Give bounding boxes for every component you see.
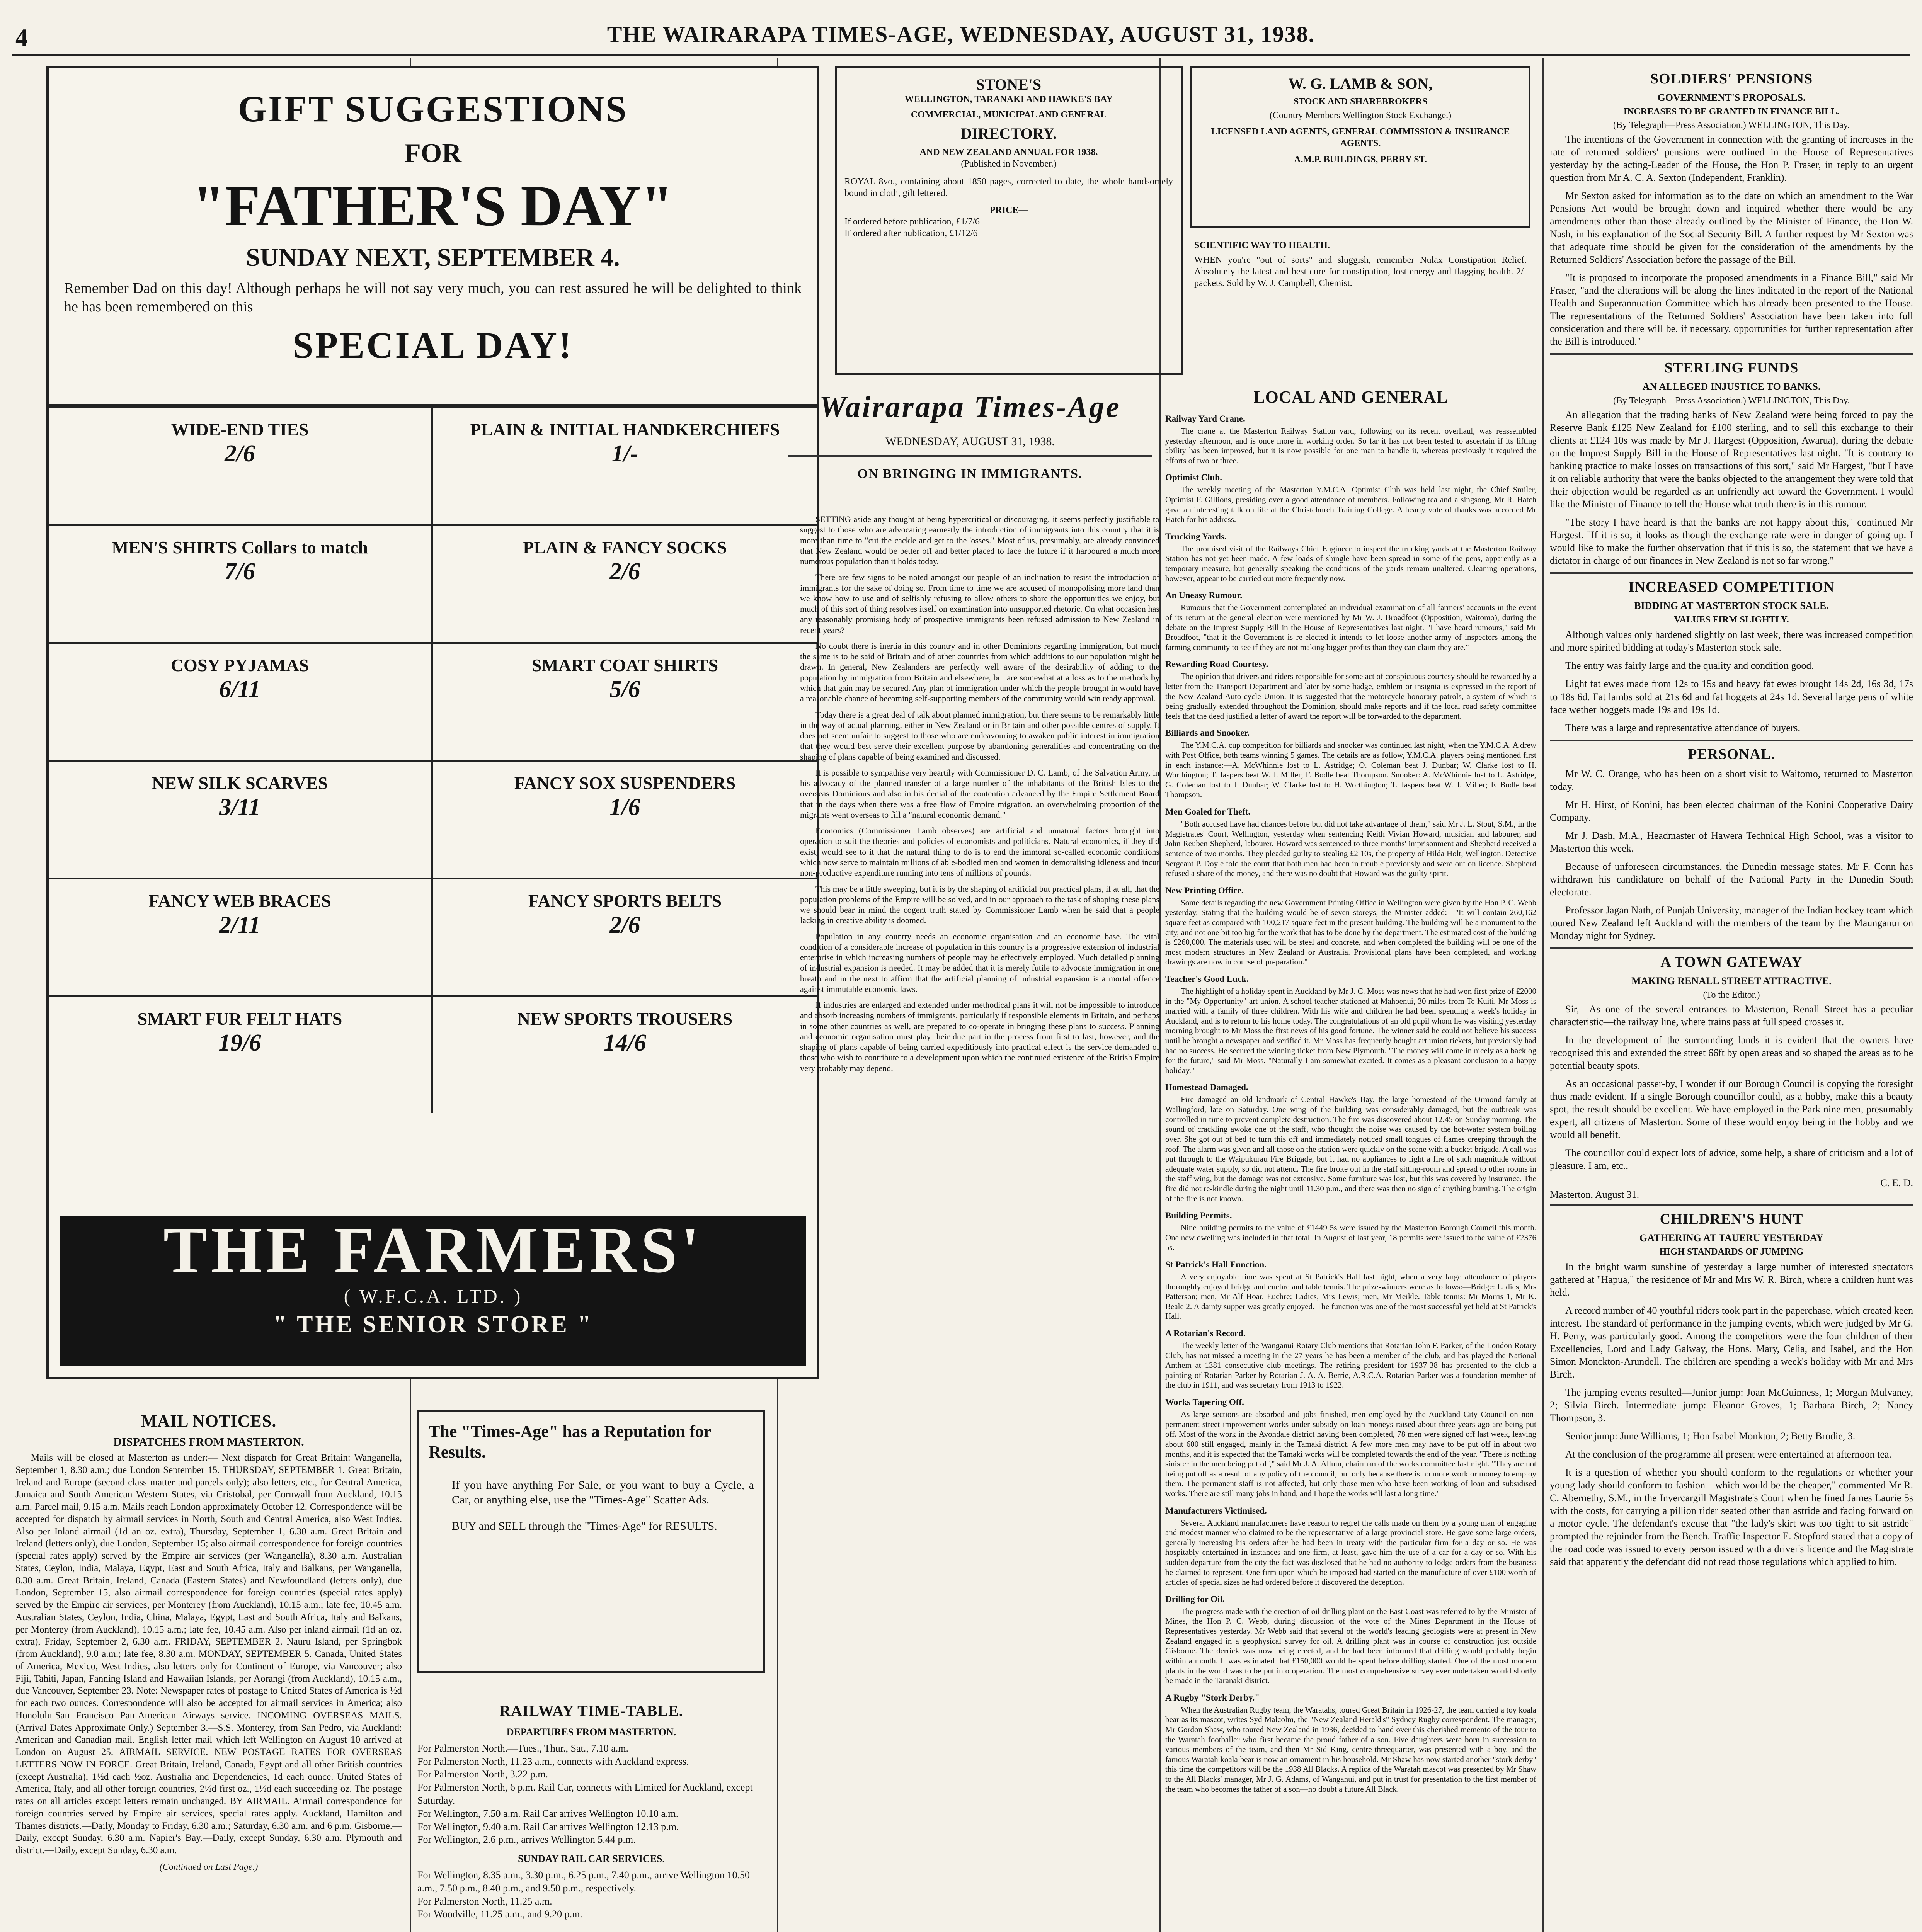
newspaper-nameplate: Wairarapa Times-Age bbox=[819, 390, 1121, 423]
sterling-byline: (By Telegraph—Press Association.) WELLINGTON, This Day. bbox=[1613, 396, 1850, 406]
local-news-heading: Homestead Damaged. bbox=[1165, 1082, 1248, 1092]
store-name: THE FARMERS' bbox=[163, 1214, 703, 1286]
editorial-paragraph: It is possible to sympathise very heartily with Commissioner D. C. Lamb, of the Salvation Army, in his advocacy of the planned transfer of a large number of the inhabitants of the British Isles to the overseas Dominions and also in his denial of the contention advanced by the Empire Settlement Board that in the days when there was a free flow of Empire migration, an overwhelming proportion of the migrants went overseas to fill a "natural economic demand." bbox=[800, 767, 1159, 820]
railway-title: RAILWAY TIME-TABLE. bbox=[499, 1702, 683, 1719]
mail-body: Mails will be closed at Masterton as under:— Next dispatch for Great Britain: Wanganella, September 1, 8.30 a.m.; due London September 15. THURSDAY, SEPTEMBER 1. Great Britain, Ireland and Europe (second-class matter and parcels only); also letters, etc., for Central America, Jamaica and South American Western States, via Cristobal, per Cornwall from Auckland, 10.15 a.m. Parcel mail, 9.15 a.m. Mails reach London approximately October 12. Correspondence will be accepted for dispatch by airmail services in North, South and Central America, also West Indies. Also per Inland airmail (1d an oz. extra), Thursday, September 1, 6.30 a.m. Great Britain and Ireland (letters only), due London, September 15; also airmail correspondence for foreign countries (special rates apply) served by the Empire air services (per Wanganella), 8.30 a.m. Australian States, Ceylon, India, Malaya, Egypt, East and South Africa, Italy and Balkans, per Wanganella, 8.30 a.m. Great Britain, Ireland, Canada (Eastern States) and Newfoundland (letters only), due London, September 15, also airmail correspondence for foreign countries (special rates apply) served by the Empire air services, per Monterey (from Auckland), 10.15 a.m.; late fee, 10.45 a.m. Australian States, Ceylon, India, China, Malaya, Egypt, East and South Africa, Italy and Balkans, per Monterey (from Auckland), 10.15 a.m.; late fee, 10.45 a.m. Also per inland airmail (1d an oz. extra), Friday, September 2, 6.30 a.m. FRIDAY, SEPTEMBER 2. Nauru Island, per Springbok (from Auckland), 9.0 a.m.; late fee, 8.30 a.m. MONDAY, SEPTEMBER 5. Canada, United States of America, Mexico, West Indies, also letters only for Continent of Europe, via Vancouver; also Fiji, Tahiti, Japan, Fanning Island and Hawaiian Islands, per Aorangi (from Auckland), 10.15 a.m., due Vancouver, September 23. Note: Newspaper rates of postage to United States of America is ½d for each two ounces. Correspondence will also be accepted for airmail services in America; also Honolulu-San Francisco Pan-American Airways service. INCOMING OVERSEAS MAILS. (Arrival Dates Approximate Only.) September 3.—S.S. Monterey, from San Pedro, via Auckland: American and Canadian mail. English letter mail which left Wellington on August 10 arrived at London on August 25. AIRMAIL SERVICE. NEW POSTAGE RATES FOR OVERSEAS LETTERS NOW IN FORCE. Great Britain, Ireland, Canada, Egypt and all other British countries (except Australia), 1½d each ½oz. Australia and Dependencies, 1d each ounce. United States of America, Italy, and all other foreign countries, 2½d first oz., 1½d each succeeding oz. The postage rates on all articles except letters remain unchanged. BY AIRMAIL. Airmail correspondence for foreign countries served by Empire air services, special rates apply. Auckland, Hamilton and Thames districts.—Daily, Monday to Friday, 6.30 a.m.; Saturday, 6.30 a.m. and 6 p.m. Gisborne.—Daily, except Sunday, 6.30 a.m. Napier's Bay.—Daily, except Sunday, 6.30 a.m. Plymouth and district.—Daily, except Sunday, 6.30 a.m. bbox=[15, 1452, 402, 1855]
local-news-paragraph: The highlight of a holiday spent in Auckland by Mr J. C. Moss was news that he had won first prize of £2000 in the "My Opportunity" art union. A school teacher stationed at Mahoenui, 30 miles from Te Kuiti, Mr Moss is married with a family of three children. With his wife and children he had been spending a week's holiday in Auckland, and is to return to his home today. The congratulations of an old pupil whom he was visiting yesterday morning brought to Mr Moss the first news of his good fortune. The winner said he could not believe his success until he brought a newspaper and verified it. Mr Moss has frequently bought art union tickets, but previously had had no success. He secured the winning ticket from New Plymouth. "The money will come in nicely as a backlog for the future," said Mr Moss. "Naturally I am somewhat excited. It comes as a pleasant conclusion to a happy holiday." bbox=[1165, 986, 1536, 1075]
fathers-day-advertisement bbox=[46, 66, 819, 1379]
local-news-paragraph: Rumours that the Government contemplated an individual examination of all farmers' accounts in the event of its return at the general election were mentioned by Mr W. J. Broadfoot (Opposition, Waitomo), during the debate on the Imprest Supply Bill in the House of Representatives last night. "I have heard rumours," said Mr Broadfoot, "that if the Government is re-elected it intends to let loose another army of inspectors among the farming community to see if they are not making bigger profits than they can claim they are." bbox=[1165, 603, 1536, 652]
stones-body: ROYAL 8vo., containing about 1850 pages, corrected to date, the whole handsomely bound in cloth, gilt lettered. bbox=[844, 177, 1173, 198]
local-news-paragraph: As large sections are absorbed and jobs finished, men employed by the Auckland City Council on non-permanent street improvement works under subsidy on loan moneys raised about three years ago are being put off. Most of the work in the Avondale district having been completed, 78 men were signed off last week, leaving about 600 still engaged, mainly in the Tamaki district. A few more men may have to be put off in about two months, and it is expected that the Tamaki works will be completed towards the end of the year. "There is nothing sinister in the men being put off," said Mr J. A. Allum, chairman of the works committee last night. "They are not being put off as a result of any policy of the council, but only because there is no more work or money to employ them. The permanent staff is not affected, but only those men who have been working of loan and subsidised works. There are still many jobs in hand, and I hope the works will last a long time." bbox=[1165, 1410, 1536, 1498]
local-news-heading: Men Goaled for Theft. bbox=[1165, 807, 1251, 817]
gift-items-grid bbox=[49, 404, 817, 1113]
nulax-title: SCIENTIFIC WAY TO HEALTH. bbox=[1194, 240, 1330, 250]
local-news-heading: Drilling for Oil. bbox=[1165, 1594, 1225, 1604]
local-news-paragraph: Some details regarding the new Government Printing Office in Wellington were given by the Hon P. C. Webb yesterday. Stating that the building would be of seven storeys, the Minister added:—"It will contain 260,162 square feet as compared with 100,217 square feet in the present building. The building will be a monument to the city, and not one bit too big for the work that has to be done by the department. The estimated cost of the building is £260,000. The materials used will be steel and concrete, and when completed the building will be one of the most modern structures in New Zealand or Australia. Provisional plans have been completed, and working drawings are now in course of preparation." bbox=[1165, 898, 1536, 967]
farmers-store-banner bbox=[60, 1216, 806, 1366]
gift-ad-special-day: SPECIAL DAY! bbox=[293, 325, 573, 366]
gift-item: FANCY WEB BRACES 2/11 bbox=[49, 878, 433, 995]
editorial-paragraph: There are few signs to be noted amongst our people of an inclination to resist the introduction of immigrants for the sake of doing so. From time to time we are accused of monopolising more land than we know how to use and of selfishly refusing to allow others to share the opportunities we enjoy, but much of this sort of thing resolves itself on examination into unsupported rhetoric. On what occasion has any reasonably promising body of prospective immigrants been refused admission to New Zealand in recent years? bbox=[800, 572, 1159, 635]
gift-ad-intro: Remember Dad on this day! Although perhaps he will not say very much, you can rest assured he will be delighted to think he has been remembered on this bbox=[64, 280, 802, 315]
local-news-heading: Building Permits. bbox=[1165, 1211, 1232, 1221]
sterling-kicker: AN ALLEGED INJUSTICE TO BANKS. bbox=[1642, 381, 1821, 393]
store-company: ( W.F.C.A. LTD. ) bbox=[344, 1285, 523, 1307]
sunday-line: For Woodville, 11.25 a.m., and 9.20 p.m. bbox=[417, 1908, 582, 1920]
editorial-paragraph: SETTING aside any thought of being hypercritical or discouraging, it seems perfectly justifiable to suggest to those who are advocating earnestly the introduction of immigrants into this country that it is more than time to "cut the cackle and get to the 'osses." Most of us, presumably, are already convinced that New Zealand would be better off and better placed to face the future if it harboured a much more numerous population than it holds today. bbox=[800, 514, 1159, 566]
mail-notices-column bbox=[15, 1406, 402, 1932]
gift-ad-fathers-day: "FATHER'S DAY" bbox=[192, 174, 673, 238]
hunt-title: CHILDREN'S HUNT bbox=[1660, 1211, 1803, 1227]
local-news-heading: Rewarding Road Courtesy. bbox=[1165, 659, 1268, 669]
hunt-sub: HIGH STANDARDS OF JUMPING bbox=[1659, 1247, 1804, 1257]
local-news-heading: Manufacturers Victimised. bbox=[1165, 1505, 1267, 1515]
local-news-paragraph: The weekly letter of the Wanganui Rotary Club mentions that Rotarian John F. Parker, of the London Rotary Club, has not missed a meeting in the 27 years he has been a member of the club, and has played the National Anthem at 1381 consecutive club meetings. The retiring president for 1937-38 has presented to the club a painting of Rotarian Parker by Rotarian J. A. A. Berrie, A.R.C.A. Rotarian Parker was a foundation member of the club in 1911, and was secretary from 1913 to 1922. bbox=[1165, 1341, 1536, 1390]
railway-subtitle: DEPARTURES FROM MASTERTON. bbox=[506, 1726, 676, 1738]
personal-paragraph: Because of unforeseen circumstances, the Dunedin message states, Mr F. Conn has withdrawn his candidature on behalf of the National Party in the Dunedin South electorate. bbox=[1550, 861, 1913, 898]
gift-item: FANCY SPORTS BELTS 2/6 bbox=[433, 878, 817, 995]
stones-title: STONE'S bbox=[976, 76, 1042, 93]
section-rule bbox=[1550, 947, 1913, 949]
hunt-paragraph: A record number of 40 youthful riders took part in the paperchase, which created keen interest. The standard of performance in the jumping events, which were judged by Mr G. H. Perry, was particularly good. Among the competitors were the four children of their Excellencies, Lord and Lady Galway, the Hons. Mary, Celia, and Isabel, and the Hon Simon Monckton-Arundell. The children are spending a week's holiday with Mr and Mrs Birch. bbox=[1550, 1304, 1913, 1380]
railway-line: For Palmerston North, 11.23 a.m., connects with Auckland express. bbox=[417, 1755, 689, 1767]
sunday-services-title: SUNDAY RAIL CAR SERVICES. bbox=[518, 1853, 665, 1865]
personal-paragraph: Mr W. C. Orange, who has been on a short visit to Waitomo, returned to Masterton today. bbox=[1550, 768, 1913, 792]
hunt-paragraph: It is a question of whether you should conform to the regulations or whether your young lady should conform to fashion—which would be the cheaper," commented Mr R. C. Abernethy, S.M., in the Invercargill Magistrate's Court when he fined James Laurie 5s with the costs, for carrying a pillion rider seated other than astride and facing forward on a motor cycle. The defendant's excuse that "the lady's skirt was too tight to sit astride" prompted the rejoinder from the Bench. Traffic Inspector E. Stopford stated that a copy of the road code was issued to every person issued with a driver's licence and the Magistrate said that apparently the defendant did not read those regulations which applied to him. bbox=[1550, 1467, 1913, 1568]
mail-title: MAIL NOTICES. bbox=[141, 1412, 277, 1430]
sterling-paragraph: "The story I have heard is that the banks are not happy about this," continued Mr Hargest. "If it is so, it looks as though the exchange rate were in danger of going up. I would like to make the further observation that if this is so, the statement that we have a dictator in charge of our finances in New Zealand is not so far wrong." bbox=[1550, 517, 1913, 566]
local-news-heading: New Printing Office. bbox=[1165, 885, 1244, 895]
lamb-sub2: (Country Members Wellington Stock Exchange.) bbox=[1269, 111, 1452, 121]
local-news-heading: St Patrick's Hall Function. bbox=[1165, 1260, 1267, 1269]
local-news-heading: A Rugby "Stork Derby." bbox=[1165, 1692, 1260, 1702]
gift-item: WIDE-END TIES 2/6 bbox=[49, 406, 433, 524]
header-rule bbox=[12, 54, 1910, 56]
editorial-date: WEDNESDAY, AUGUST 31, 1938. bbox=[885, 435, 1055, 448]
results-title: The "Times-Age" has a Reputation for Results. bbox=[429, 1422, 711, 1461]
gift-item: PLAIN & INITIAL HANDKERCHIEFS 1/- bbox=[433, 406, 817, 524]
local-news-heading: Teacher's Good Luck. bbox=[1165, 974, 1249, 984]
gateway-place: Masterton, August 31. bbox=[1550, 1189, 1639, 1200]
local-news-paragraph: The opinion that drivers and riders responsible for some act of conspicuous courtesy should be rewarded by a letter from the Transport Department and later by some badge, emblem or insignia is expressed in the report of the New Zealand Auto-cycle Union. It is suggested that the motorcycle honorary patrols, a system of which is being gradually extended throughout the Dominion, should make reports and if the local road safety committee feels that the deed justified a letter of award the report will be forwarded to the department. bbox=[1165, 672, 1536, 721]
editorial-paragraph: No doubt there is inertia in this country and in other Dominions regarding immigration, but much the same is to be said of Britain and of other countries from which additions to our population might be drawn. In general, New Zealanders are perfectly well aware of the desirability of adding to the population by immigration from Britain and elsewhere, but are somewhat at a loss as to the methods by which that gain may be secured. Any plan of immigration under which the people brought in would have a reasonable chance of becoming self-supporting members of the community would win ready approval. bbox=[800, 641, 1159, 704]
local-news-heading: Works Tapering Off. bbox=[1165, 1397, 1244, 1407]
gift-item: SMART COAT SHIRTS 5/6 bbox=[433, 642, 817, 760]
local-news-heading: An Uneasy Rumour. bbox=[1165, 590, 1243, 600]
stones-sub2: COMMERCIAL, MUNICIPAL AND GENERAL bbox=[911, 110, 1107, 120]
stones-price2: If ordered after publication, £1/12/6 bbox=[844, 228, 978, 238]
stones-sub1: WELLINGTON, TARANAKI AND HAWKE'S BAY bbox=[904, 94, 1113, 104]
local-news-paragraph: The Y.M.C.A. cup competition for billiards and snooker was continued last night, when the Y.M.C.A. A drew with Post Office, both teams winning 5 games. The details are as follow, Y.M.C.A. players being mentioned first in each instance:—A. McWhinnie lost to L. Astridge; O. Coleman beat J. Dunbar; W. Clarke lost to H. Worthington; T. Jaspers beat W. J. Miller; F. Bodle beat Thompson. Snooker: A. McWhinnie lost to L. Astridge, G. Coleman lost to J. Dunbar; W. Clarke lost to H. Worthington; T. Jaspers beat W. J. Miller; F. Bodle beat Thompson. bbox=[1165, 740, 1536, 799]
local-news-paragraph: When the Australian Rugby team, the Waratahs, toured Great Britain in 1926-27, the team carried a toy koala bear as its mascot, writes Syd Malcolm, the "New Zealand Herald's" Sydney Rugby correspondent. The manager, Mr Gordon Shaw, who toured New Zealand in 1936, decided to hand over this cherished memento of the tour to the Waratah footballer who first became the proud father of a son. Five daughters were born in succession to various members of the team, and then Mr Sid King, centre-threequarter, was presented with a boy, and the famous Waratah koala bear is now an ornament in his household. Mr Shaw has now started another "stork derby" this time the competitors will be the 1938 All Blacks. A replica of the Waratah mascot was presented by Mr Shaw to the All Blacks' manager, Mr J. G. Adams, of Wanganui, and put in trust for presentation to the first member of the team who becomes the father of a son—no doubt a future All Black. bbox=[1165, 1705, 1536, 1794]
competition-paragraph: Although values only hardened slightly on last week, there was increased competition and more spirited bidding at today's Masterton stock sale. bbox=[1550, 629, 1913, 653]
results-advertisement bbox=[417, 1410, 765, 1673]
gateway-paragraph: Sir,—As one of the several entrances to Masterton, Renall Street has a peculiar characteristic—the railway line, where trains pass at full speed crosses it. bbox=[1550, 1003, 1913, 1027]
results-body: If you have anything For Sale, or you want to buy a Cycle, a Car, or anything else, use the "Times-Age" Scatter Ads. bbox=[452, 1478, 754, 1506]
soldiers-paragraph: Mr Sexton asked for information as to the date on which an amendment to the War Pensions Act would be brought down and inquired whether there would be any amendments other than those already outlined by the Minister of Finance, the Hon W. Nash, in his explanation of the Social Security Bill. A further request by Mr Sexton was that adequate time should be given for the consideration of the amendments by the Returned Soldiers' Association before the passage of the Bill. bbox=[1550, 190, 1913, 265]
section-rule bbox=[1550, 1204, 1913, 1206]
soldiers-kicker: GOVERNMENT'S PROPOSALS. bbox=[1657, 92, 1806, 103]
sunday-line: For Wellington, 8.35 a.m., 3.30 p.m., 6.25 p.m., 7.40 p.m., arrive Wellington 10.50 a.m., 7.50 p.m., 8.40 p.m., and 9.50 p.m., respectively. bbox=[417, 1869, 750, 1894]
section-rule bbox=[1550, 740, 1913, 741]
sunday-line: For Palmerston North, 11.25 a.m. bbox=[417, 1895, 552, 1907]
gift-item: MEN'S SHIRTS Collars to match 7/6 bbox=[49, 524, 433, 642]
hunt-paragraph: The jumping events resulted—Junior jump: Joan McGuinness, 1; Morgan Mulvaney, 2; Silvia Birch. Intermediate jump: Eleanor Groves, 1; Barbara Birch, 2; Nancy Thompson, 3. bbox=[1550, 1387, 1913, 1424]
railway-line: For Wellington, 7.50 a.m. Rail Car arrives Wellington 10.10 a.m. bbox=[417, 1808, 679, 1819]
competition-kicker: BIDDING AT MASTERTON STOCK SALE. bbox=[1634, 600, 1829, 612]
store-tagline: " THE SENIOR STORE " bbox=[273, 1311, 593, 1338]
page-masthead: THE WAIRARAPA TIMES-AGE, WEDNESDAY, AUGUST 31, 1938. bbox=[607, 22, 1315, 47]
local-news-paragraph: The progress made with the erection of oil drilling plant on the East Coast was referred to by the Minister of Mines, the Hon P. C. Webb, during discussion of the vote of the Mines Department in the House of Representatives yesterday. Mr Webb said that several of the world's leading geologists were at present in New Zealand engaged in a geophysical survey for oil. A drilling plant was in course of construction just outside Gisborne. The derrick was now being erected, and he had been informed that drilling would probably begin within a month. It was estimated that £150,000 would be spent before drilling started. One of the most modern plants in the world was to be put into operation. The most comprehensive survey ever undertaken would shortly be made in the Taranaki district. bbox=[1165, 1606, 1536, 1685]
gift-ad-date: SUNDAY NEXT, SEPTEMBER 4. bbox=[246, 243, 620, 272]
hunt-paragraph: In the bright warm sunshine of yesterday a large number of interested spectators gathered at "Hapua," the residence of Mr and Mrs W. R. Birch, where a children hunt was held. bbox=[1550, 1261, 1913, 1298]
gift-item: PLAIN & FANCY SOCKS 2/6 bbox=[433, 524, 817, 642]
editorial-rule bbox=[788, 455, 1152, 457]
hunt-paragraph: Senior jump: June Williams, 1; Hon Isabel Monkton, 2; Betty Brodie, 3. bbox=[1565, 1430, 1856, 1442]
editorial-paragraph: If industries are enlarged and extended under methodical plans it will not be impossible to introduce and absorb increasing numbers of immigrants, particularly if responsible elements in Britain, and perhaps in some other countries as well, are prepared to co-operate in bringing these plans to success. Planning and economic organisation must play their due part in the process from first to last, however, and the shaping of plans capable of being carried expeditiously into practical effect is the service demanded of those who wish to contribute to a development upon which the continued existence of the British Empire very probably may depend. bbox=[800, 1000, 1159, 1073]
nulax-advertisement bbox=[1190, 236, 1530, 375]
local-news-heading: Optimist Club. bbox=[1165, 473, 1222, 483]
local-news-heading: Trucking Yards. bbox=[1165, 531, 1227, 541]
local-news-heading: A Rotarian's Record. bbox=[1165, 1328, 1246, 1338]
local-general-news bbox=[1165, 383, 1536, 1932]
right-side-columns bbox=[1550, 66, 1913, 1932]
local-news-paragraph: The promised visit of the Railways Chief Engineer to inspect the trucking yards at the Masterton Railway Station has not yet been made. A few loads of shingle have been spread in some of the pens, apparently as a temporary measure, but generally speaking the conditions of the yards remain unaltered. Cleaning operations, however, appear to be carried out more frequently now. bbox=[1165, 544, 1536, 583]
section-rule bbox=[1550, 572, 1913, 574]
gift-item: SMART FUR FELT HATS 19/6 bbox=[49, 995, 433, 1113]
soldiers-paragraph: The intentions of the Government in connection with the granting of increases in the rate of returned soldiers' pensions were outlined in the House of Representatives yesterday by the acting-Leader of the House, the Hon P. Fraser, in reply to an urgent question from Mr A. C. A. Sexton (Independent, Franklin). bbox=[1550, 134, 1913, 184]
competition-paragraph: The entry was fairly large and the quality and condition good. bbox=[1565, 660, 1814, 672]
railway-line: For Wellington, 9.40 a.m. Rail Car arrives Wellington 12.13 p.m. bbox=[417, 1821, 679, 1832]
lamb-sub4: A.M.P. BUILDINGS, PERRY ST. bbox=[1294, 155, 1427, 165]
stones-directory-ad bbox=[835, 66, 1183, 375]
lamb-sub3: LICENSED LAND AGENTS, GENERAL COMMISSION & INSURANCE AGENTS. bbox=[1211, 127, 1510, 148]
local-news-paragraph: The weekly meeting of the Masterton Y.M.C.A. Optimist Club was held last night, the Chief Smiler, Optimist F. Gillions, presiding over a good attendance of members. Following tea and a singsong, Mr R. Hatch gave an interesting talk on life at the Christchurch Training College. A hearty vote of thanks was accorded Mr Hatch for his address. bbox=[1165, 485, 1536, 524]
gift-ad-title: GIFT SUGGESTIONS bbox=[238, 88, 628, 129]
local-news-paragraph: A very enjoyable time was spent at St Patrick's Hall last night, when a very large attendance of players thoroughly enjoyed bridge and euchre and table tennis. The prize-winners were as follows:—Bridge: Ladies, Mrs Patterson; men, Mr Alf Hoar. Euchre: Ladies, Mrs Lewis; men, Mr Meikle. Table tennis: Mr Morris 1, Mr K. Beale 2. A dainty supper was greatly enjoyed. The function was one of the most successful yet held at St Patrick's Hall. bbox=[1165, 1272, 1536, 1321]
stones-price1: If ordered before publication, £1/7/6 bbox=[844, 217, 980, 227]
railway-timetable bbox=[417, 1696, 765, 1932]
mail-continued: (Continued on Last Page.) bbox=[159, 1862, 258, 1872]
nulax-body: WHEN you're "out of sorts" and sluggish, remember Nulax Constipation Relief. Absolutely the latest and best cure for constipation, lost energy and flagging health. 2/- packets. Sold by W. J. Campbell, Chemist. bbox=[1194, 255, 1527, 288]
competition-sub: VALUES FIRM SLIGHTLY. bbox=[1674, 615, 1789, 625]
local-news-paragraph: Fire damaged an old landmark of Central Hawke's Bay, the large homestead of the Ormond family at Wallingford, late on Saturday. One wing of the building was considerably damaged, but the outbreak was controlled in time to prevent complete destruction. The fire was discovered about 12.45 on Sunday morning. The sound of crackling awoke one of the staff, who thought the noise was caused by the hot-water system boiling over. She got out of bed to turn this off and immediately noticed small tongues of flames creeping through the roof. The alarm was given and all those on the station were quickly on the scene with a bucket brigade. A call was put through to the Waipukurau Fire Brigade, but it had no appliances to fight a fire of such magnitude without adequate water supply, so did not attend. The fire broke out in the staff sitting-room and spread to other rooms in the staff wing, but the damage was not extensive. Some furniture was lost, but this was covered by insurance. The fire did not re-kindle during the night until 11.30 p.m., and there was then no sign of anything burning. The origin of the fire is not known. bbox=[1165, 1095, 1536, 1203]
gift-item: COSY PYJAMAS 6/11 bbox=[49, 642, 433, 760]
lamb-title: W. G. LAMB & SON, bbox=[1288, 75, 1433, 92]
competition-title: INCREASED COMPETITION bbox=[1628, 579, 1835, 595]
editorial-body bbox=[800, 514, 1159, 1932]
personal-title: PERSONAL. bbox=[1688, 746, 1775, 762]
soldiers-sub: INCREASES TO BE GRANTED IN FINANCE BILL. bbox=[1623, 107, 1840, 117]
railway-line: For Palmerston North.—Tues., Thur., Sat., 7.10 a.m. bbox=[417, 1742, 629, 1754]
local-general-title: LOCAL AND GENERAL bbox=[1253, 388, 1448, 406]
gift-ad-for: FOR bbox=[404, 138, 461, 168]
sterling-title: STERLING FUNDS bbox=[1664, 360, 1799, 376]
gateway-paragraph: The councillor could expect lots of advice, some help, a share of criticism and a lot of pleasure. I am, etc., bbox=[1550, 1147, 1913, 1171]
railway-line: For Palmerston North, 6 p.m. Rail Car, connects with Limited for Auckland, except Saturday. bbox=[417, 1782, 753, 1806]
gateway-paragraph: As an occasional passer-by, I wonder if our Borough Council is copying the foresight thus made evident. If a single Borough councillor could, as a hobby, make this a beauty spot, the result should be excellent. We have employed in the Park nine men, presumably expert, all citizens of Masterton. Some of these would enjoy being in the hobby and we would all benefit. bbox=[1550, 1078, 1913, 1140]
editorial-paragraph: Economics (Commissioner Lamb observes) are artificial and unnatural factors brought into operation to suit the theories and policies of economists and politicians. Natural economics, if they did exist, would see to it that the natural thing to do is to end the immoral so-called economic conditions which now serve to maintain millions of able-bodied men and women in demoralising idleness and incur non-productive expenditure running into tens of millions of pounds. bbox=[800, 826, 1159, 878]
local-news-heading: Railway Yard Crane. bbox=[1165, 414, 1245, 423]
column-rule bbox=[1542, 58, 1544, 1932]
editorial-paragraph: Today there is a great deal of talk about planned immigration, but there seems to be remarkably little in the way of actual planning, either in New Zealand or in Britain and other possible centres of supply. It does not seem unfair to suggest to those who are endeavouring to awaken public interest in immigration that they would best serve their excellent purpose by abandoning generalities and concentrating on the shaping of plans capable of being examined and discussed. bbox=[800, 709, 1159, 762]
local-news-paragraph: Several Auckland manufacturers have reason to regret the calls made on them by a young man of engaging and modest manner who claimed to be the representative of a large provincial store. He gave some large orders, generally increasing his orders after he had been in treaty with the particular firm for a day or so. He was hospitably entertained in instances and one firm, at least, gave him the use of a car for a day or so. With his sudden departure from the city the fact was disclosed that he had no authority to lodge orders from the business he claimed to represent. One firm upon which he imposed had started on the manufacture of over £100 worth of articles of special sizes he had ordered before it discovered the deception. bbox=[1165, 1518, 1536, 1587]
soldiers-title: SOLDIERS' PENSIONS bbox=[1650, 71, 1813, 87]
competition-paragraph: Light fat ewes made from 12s to 15s and heavy fat ewes brought 14s 2d, 16s 3d, 17s to 18s 6d. Fat lambs sold at 21s 6d and fat hoggets at 24s 1d. Several large pens of white face wether hoggets made 19s and 19s 1d. bbox=[1550, 678, 1913, 715]
gift-item: FANCY SOX SUSPENDERS 1/6 bbox=[433, 760, 817, 878]
personal-paragraph: Mr J. Dash, M.A., Headmaster of Hawera Technical High School, was a visitor to Masterton this week. bbox=[1550, 830, 1913, 854]
gateway-kicker: MAKING RENALL STREET ATTRACTIVE. bbox=[1631, 975, 1832, 986]
gift-item: NEW SILK SCARVES 3/11 bbox=[49, 760, 433, 878]
local-news-heading: Billiards and Snooker. bbox=[1165, 728, 1250, 738]
lamb-and-son-ad bbox=[1190, 66, 1530, 228]
railway-line: For Palmerston North, 3.22 p.m. bbox=[417, 1769, 548, 1780]
gateway-signature: C. E. D. bbox=[1880, 1177, 1913, 1189]
editorial-title: ON BRINGING IN IMMIGRANTS. bbox=[857, 466, 1083, 481]
editorial-paragraph: Population in any country needs an economic organisation and an economic base. The vital condition of a considerable increase of population in this country is a progressive extension of industrial enterprise in which increasing numbers of people may be effectively employed. Much detailed planning of industrial expansion is needed. It may be added that it is merely futile to advocate immigration in one breath and in the next to affirm that the artificial planning of industrial expansion is a mortal offence against immutable economic laws. bbox=[800, 931, 1159, 994]
gateway-paragraph: In the development of the surrounding lands it is evident that the owners have recognised this and extended the street 66ft by open areas and so shaped the areas as to be potential beauty spots. bbox=[1550, 1034, 1913, 1071]
section-rule bbox=[1550, 353, 1913, 355]
local-news-paragraph: Nine building permits to the value of £1449 5s were issued by the Masterton Borough Council this month. One new dwelling was included in that total. In August of last year, 18 permits were issued to the value of £2376 5s. bbox=[1165, 1223, 1536, 1252]
railway-line: For Wellington, 2.6 p.m., arrives Wellington 5.44 p.m. bbox=[417, 1834, 636, 1845]
sterling-paragraph: An allegation that the trading banks of New Zealand were being forced to pay the Reserve Bank £125 New Zealand for £100 sterling, and to sell this exchange to their clients at £124 10s was made by Mr J. Hargest (Opposition, Awarua), during the debate on the Imprest Supply Bill in the House of Representatives last night. "It is contrary to banking practice to make losses on transactions of this sort," said Mr Hargest, "but I have it on reliable authority that were the banks objected to the arrangement they were told that their objection would be regarded as an unfriendly act toward the Government. I would like the Minister of Finance to tell the House what truth there is in this rumour. bbox=[1550, 409, 1913, 510]
lamb-sub1: STOCK AND SHAREBROKERS bbox=[1293, 97, 1428, 107]
soldiers-paragraph: "It is proposed to incorporate the proposed amendments in a Finance Bill," said Mr Fraser, "and the alterations will be along the lines indicated in the report of the National Health and Superannuation Committee which has already been presented to the House. The representations of the Returned Soldiers' Association have been taken into full consideration and there will be, if necessary, opportunities for further representation after the Bill is introduced." bbox=[1550, 272, 1913, 347]
local-news-paragraph: The crane at the Masterton Railway Station yard, following on its recent overhaul, was reassembled yesterday afternoon, and is once more in working order. So far it has not been tested to ascertain if its lifting ability has been improved, but it is now possible for one man to handle it, whereas previously it required the efforts of two or three. bbox=[1165, 426, 1536, 465]
local-news-paragraph: "Both accused have had chances before but did not take advantage of them," said Mr J. L. Stout, S.M., in the Magistrates' Court, Wellington, yesterday when sentencing Keith Vivian Howard, musician and labourer, and John Reuben Shepherd, labourer. Howard was sentenced to three months' imprisonment and Shepherd received a sentence of two months. They pleaded guilty to stealing £2 10s, the property of Hilda Holt, Wellington. Detective Sergeant P. Doyle told the court that both men had been in trouble previously and were out on licence. Shepherd refused a share of the money, and there was no doubt that Howard was the guilty spirit. bbox=[1165, 819, 1536, 878]
hunt-paragraph: At the conclusion of the programme all present were entertained at afternoon tea. bbox=[1565, 1449, 1891, 1460]
editorial-paragraph: This may be a little sweeping, but it is by the shaping of artificial but practical plans, if at all, that the population problems of the Empire will be solved, and in our approach to the task of shaping these plans we should bear in mind the cogent truth stated by Commissioner Lamb when he said that a people lacking in creative ability is doomed. bbox=[800, 884, 1159, 925]
gateway-title: A TOWN GATEWAY bbox=[1660, 954, 1803, 970]
soldiers-byline: (By Telegraph—Press Association.) WELLINGTON, This Day. bbox=[1613, 120, 1850, 130]
personal-paragraph: Professor Jagan Nath, of Punjab University, manager of the Indian hockey team which toured New Zealand left Auckland with the members of the team by the Maunganui on Monday night for Sydney. bbox=[1550, 904, 1913, 941]
page-number: 4 bbox=[15, 24, 28, 51]
personal-paragraph: Mr H. Hirst, of Konini, has been elected chairman of the Konini Cooperative Dairy Company. bbox=[1550, 799, 1913, 823]
results-buy-sell: BUY and SELL through the "Times-Age" for RESULTS. bbox=[452, 1519, 717, 1532]
competition-paragraph: There was a large and representative attendance of buyers. bbox=[1565, 722, 1801, 733]
gateway-sub: (To the Editor.) bbox=[1703, 990, 1760, 1000]
stones-sub3: DIRECTORY. bbox=[960, 125, 1057, 142]
stones-price-label: PRICE— bbox=[989, 205, 1028, 215]
editorial-masthead-block bbox=[788, 390, 1152, 481]
gift-item: NEW SPORTS TROUSERS 14/6 bbox=[433, 995, 817, 1113]
stones-sub5: (Published in November.) bbox=[961, 159, 1057, 169]
stones-sub4: AND NEW ZEALAND ANNUAL FOR 1938. bbox=[919, 147, 1098, 157]
mail-subtitle: DISPATCHES FROM MASTERTON. bbox=[113, 1435, 304, 1448]
hunt-kicker: GATHERING AT TAUERU YESTERDAY bbox=[1639, 1232, 1824, 1243]
